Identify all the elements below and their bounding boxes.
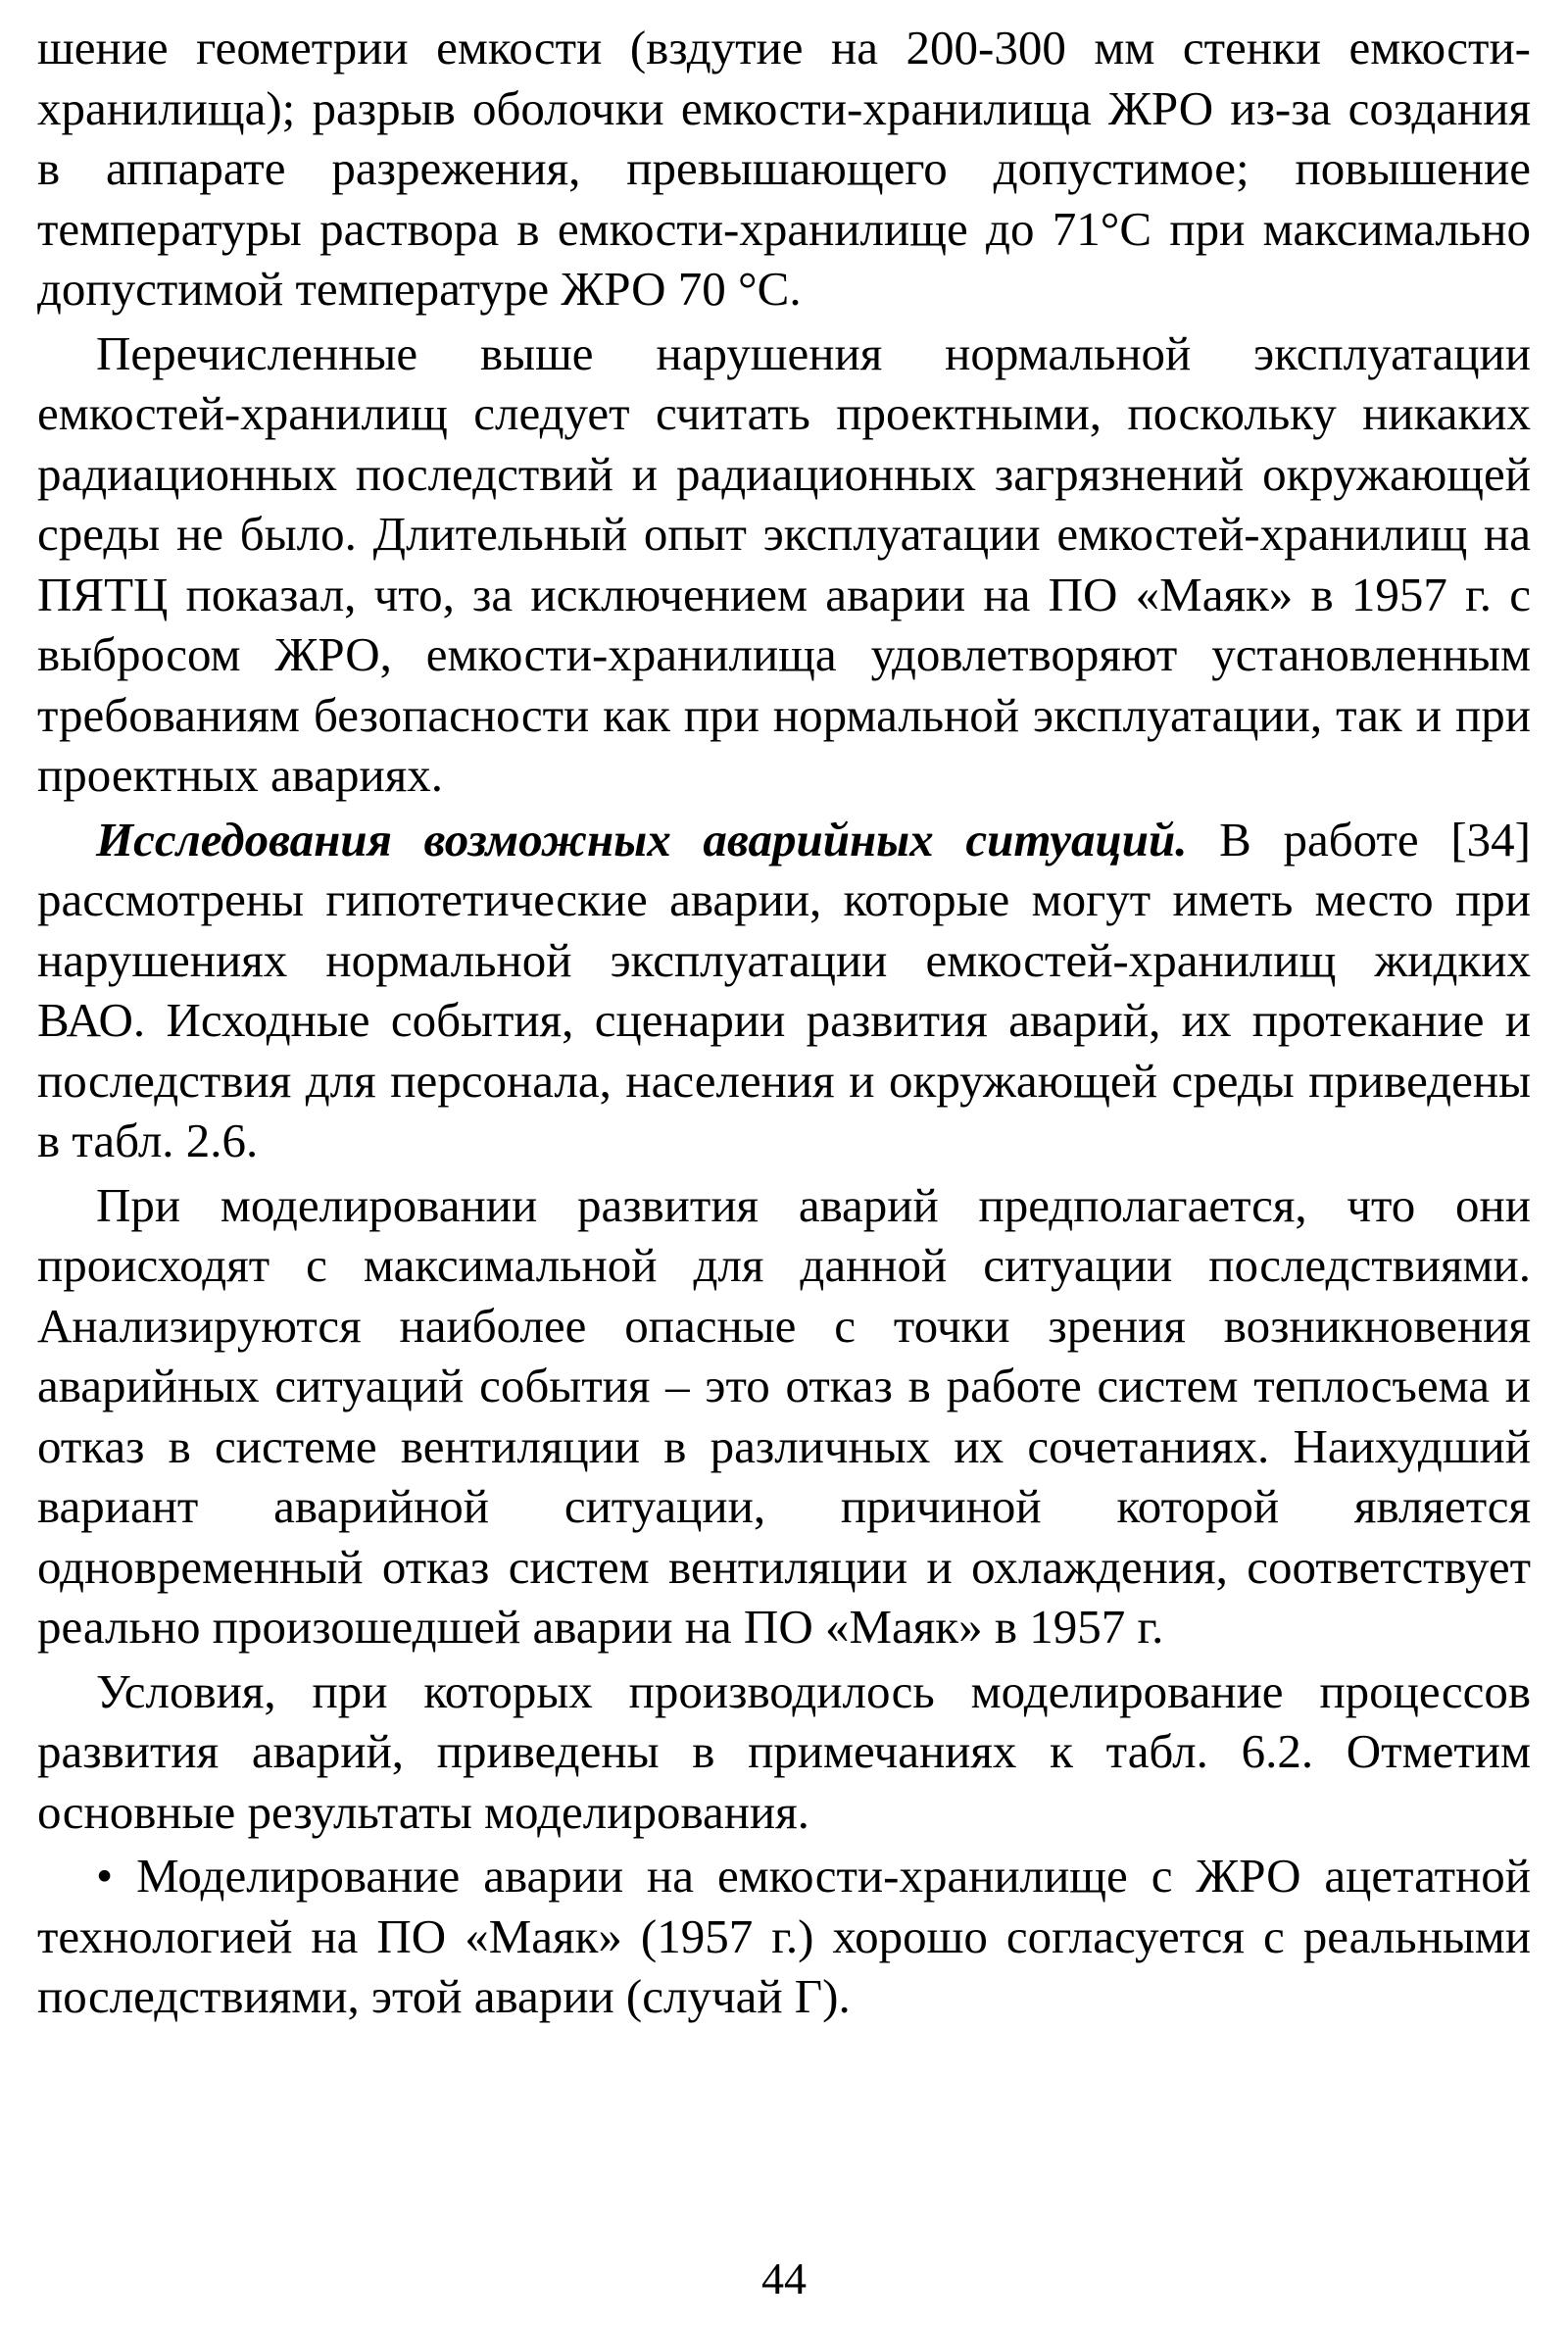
paragraph-design-violations: Перечисленные выше нарушения нормальной эксплуатации емкостей-хранилищ следует считать проектными, поскольку никаких радиационных последствий и радиационных загрязнений окружающей среды не было. Длительный опыт эксплуатации емкостей-хранилищ на ПЯТЦ показал, что, за исключением аварии на ПО «Маяк» в 1957 г. с выбросом ЖРО, емкости-хранилища удовлетворяют установленным требованиям безопасности как при нормальной эксплуатации, так и при проектных авариях. [37, 325, 1531, 802]
paragraph-accident-research [37, 810, 1531, 1171]
document-page [37, 18, 1531, 2027]
paragraph-accident-research-text: В работе [34] рассмотрены гипотетические аварии, которые могут иметь место при нарушениях нормальной эксплуатации емкостей-хранилищ жидких ВАО. Исходные события, сценарии развития аварий, их протекание и последствия для персонала, населения и окружающей среды приведены в табл. 2.6. [37, 812, 1531, 1167]
paragraph-conditions: Условия, при которых производилось моделирование процессов развития аварий, приведены в примечаниях к табл. 6.2. Отметим основные результаты моделирования. [37, 1663, 1531, 1839]
paragraph-continuation: шение геометрии емкости (вздутие на 200-300 мм стенки емкости-хранилища); разрыв оболочки емкости-хранилища ЖРО из-за создания в аппарате разрежения, превышающего допустимое; повышение температуры раствора в емкости-хранилище до 71°С при максимально допустимой температуре ЖРО 70 °С. [37, 21, 1531, 316]
section-lead-heading: Исследования возможных аварийных ситуаций. [96, 812, 1188, 866]
bullet-icon: • [96, 1849, 114, 1903]
bullet-item-text: Моделирование аварии на емкости-хранилище с ЖРО ацетатной технологией на ПО «Маяк» (1957 г.) хорошо согласуется с реальными последствиями, этой аварии (случай Г). [37, 1849, 1531, 2023]
paragraph-modeling: При моделировании развития аварий предполагается, что они происходят с максимальной для данной ситуации последствиями. Анализируются наиболее опасные с точки зрения возникновения аварийных ситуаций события – это отказ в работе систем теплосъема и отказ в системе вентиляции в различных их сочетаниях. Наихудший вариант аварийной ситуации, причиной которой является одновременный отказ систем вентиляции и охлаждения, соответствует реально произошедшей аварии на ПО «Маяк» в 1957 г. [37, 1177, 1531, 1654]
page-number: 44 [761, 2253, 807, 2303]
bullet-item-mayak [37, 1846, 1531, 2027]
